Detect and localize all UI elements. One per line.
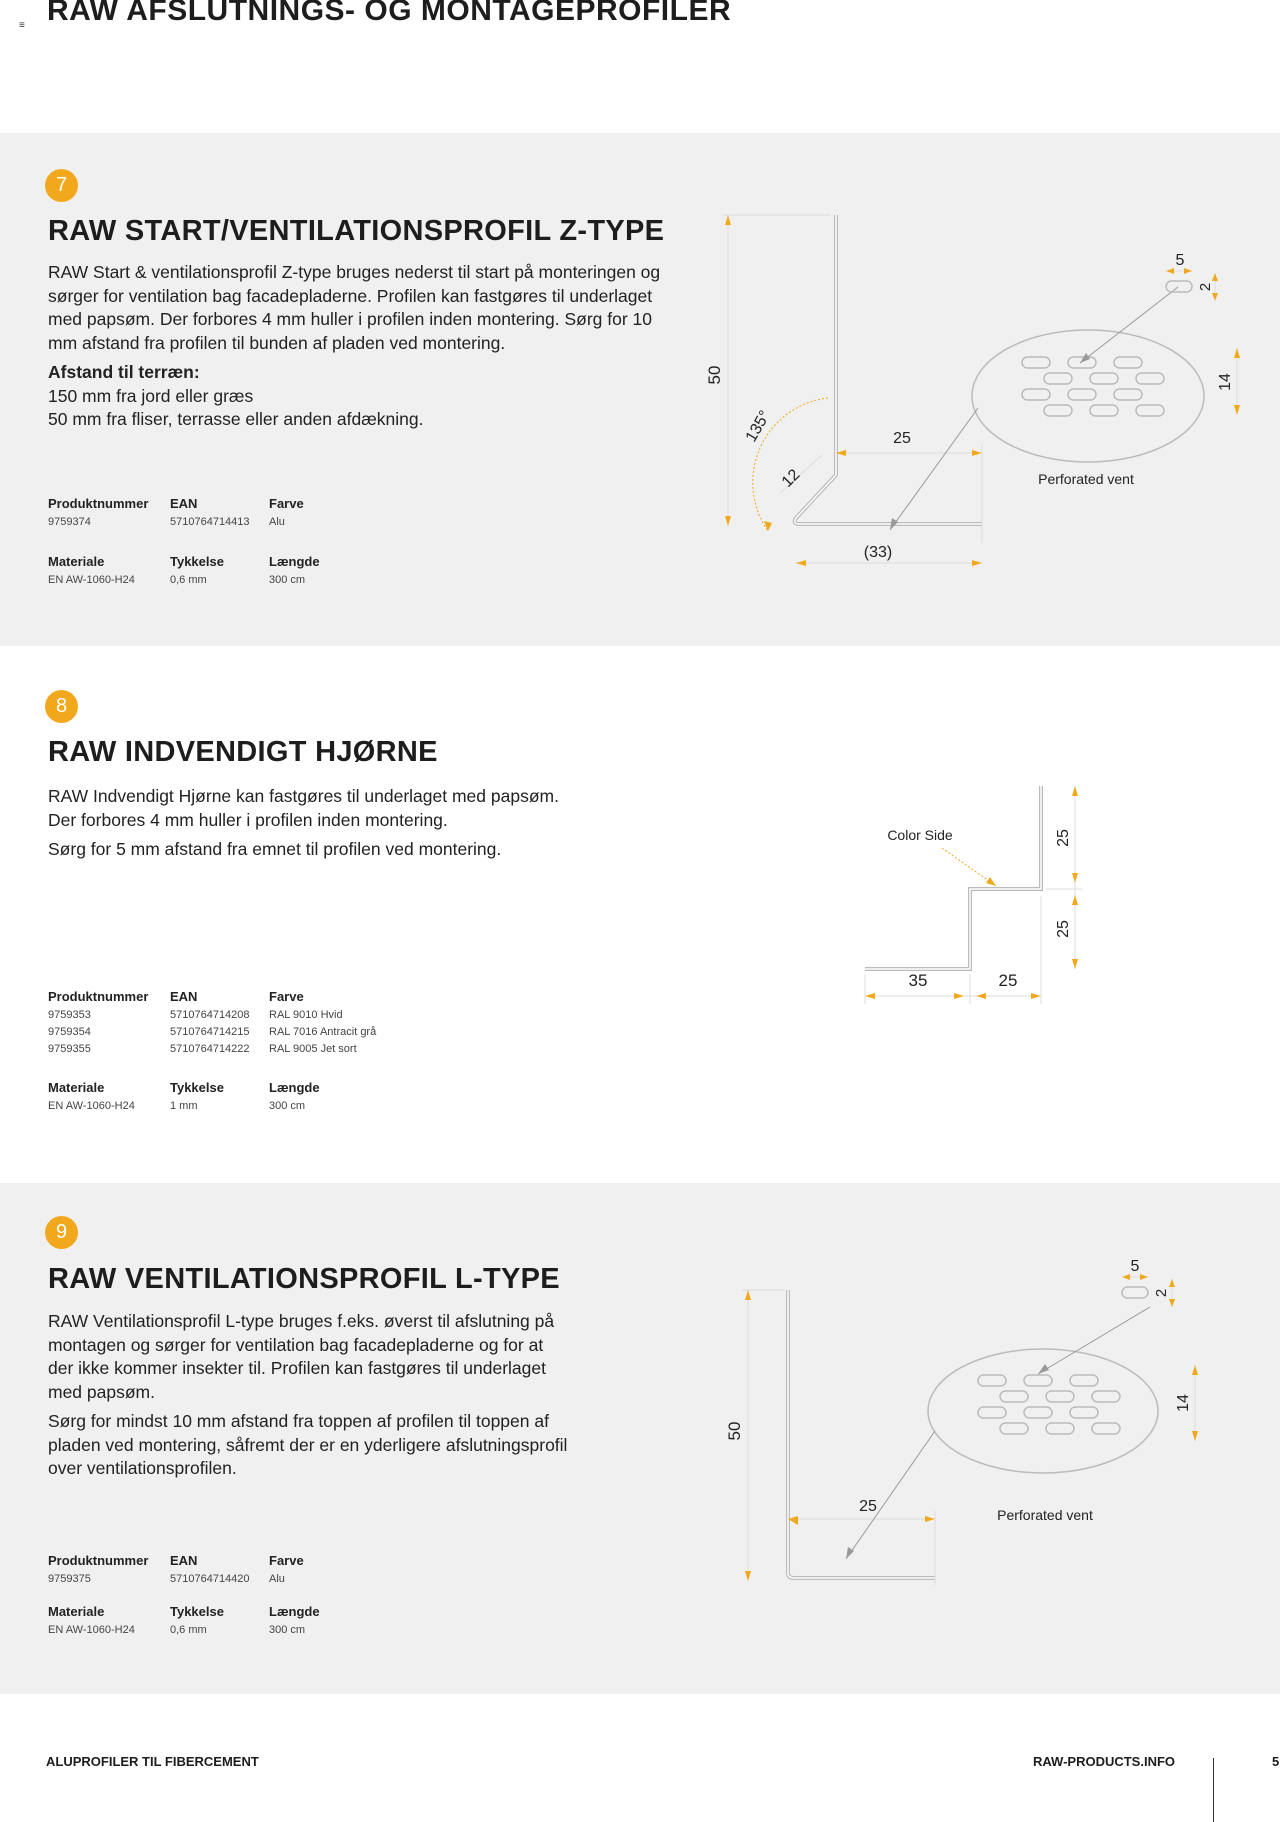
menu-icon[interactable]: ≡	[19, 20, 25, 31]
spec-header: Tykkelse	[170, 1604, 224, 1619]
dim-top: 25	[893, 430, 911, 447]
section-inner-corner	[0, 646, 1280, 1183]
footer-divider	[1213, 1758, 1214, 1822]
dim-upper: 25	[1055, 829, 1072, 847]
z-profile-diagram	[700, 193, 1260, 633]
section-description	[48, 261, 678, 432]
dim-vent-height: 14	[1217, 373, 1234, 391]
vent-detail	[972, 330, 1204, 462]
thickness-value: 0,6 mm	[170, 1624, 207, 1636]
vent-label: Perforated vent	[1038, 471, 1134, 487]
description-text: RAW Start & ventilationsprofil Z-type bruges nederst til start på monteringen og sørger for ventilation bag facadepladerne. Profilen kan fastgøres til underlaget med papsøm. Der forbores 4 mm huller i profilen inden montering. Sørg for 10 mm afstand fra profilen til bunden af pladen ved montering.	[48, 262, 661, 353]
spec-header: Tykkelse	[170, 1080, 224, 1095]
section-title: RAW INDVENDIGT HJØRNE	[48, 736, 438, 768]
length-value: 300 cm	[269, 1100, 306, 1112]
section-description	[48, 1310, 568, 1481]
dim-hole-length: 5	[1175, 252, 1185, 269]
spec-header: Materiale	[48, 1604, 105, 1619]
distance-line: 150 mm fra jord eller græs	[48, 385, 254, 406]
dim-hole-length: 5	[1130, 1258, 1140, 1275]
product-color: RAL 9005 Jet sort	[269, 1043, 357, 1055]
spec-header: Længde	[269, 1604, 320, 1619]
section-description	[48, 785, 568, 862]
inner-corner-diagram	[850, 786, 1110, 1016]
dim-slope: 12	[778, 466, 804, 491]
section-number-badge: 8	[45, 690, 78, 723]
dim-height: 50	[725, 1421, 744, 1441]
section-title: RAW START/VENTILATIONSPROFIL Z-TYPE	[48, 215, 665, 247]
dim-hole-height: 2	[1153, 1288, 1170, 1298]
color-side-label: Color Side	[887, 827, 953, 843]
vent-label: Perforated vent	[997, 1507, 1093, 1523]
dim-bottom: 25	[859, 1498, 877, 1515]
product-ean: 5710764714413	[170, 516, 250, 528]
spec-header: Længde	[269, 1080, 320, 1095]
spec-header: EAN	[170, 496, 198, 511]
footer-website[interactable]: RAW-PRODUCTS.INFO	[1033, 1754, 1176, 1769]
description-text: Sørg for mindst 10 mm afstand fra toppen af profilen til toppen af pladen ved montering, såfremt der er en yderligere afslutningsprofil over ventilationsprofilen.	[48, 1411, 568, 1478]
section-number-badge: 7	[45, 169, 78, 202]
product-number: 9759355	[48, 1043, 91, 1055]
description-text: RAW Ventilationsprofil L-type bruges f.eks. øverst til afslutning på montagen og sørger for ventilation bag facadepladerne og for at der ikke kommer insekter til. Profilen kan fastgøres til underlaget med papsøm.	[48, 1311, 555, 1402]
description-text: RAW Indvendigt Hjørne kan fastgøres til underlaget med papsøm. Der forbores 4 mm huller i profilen inden montering.	[48, 786, 559, 830]
product-color: Alu	[269, 1573, 285, 1585]
product-color: RAL 7016 Antracit grå	[269, 1026, 377, 1038]
spec-header: EAN	[170, 1553, 198, 1568]
section-title: RAW VENTILATIONSPROFIL L-TYPE	[48, 1263, 560, 1295]
spec-header: Materiale	[48, 1080, 105, 1095]
spec-header: EAN	[170, 989, 198, 1004]
product-ean: 5710764714420	[170, 1573, 250, 1585]
product-ean: 5710764714215	[170, 1026, 250, 1038]
spec-header: Produktnummer	[48, 496, 149, 511]
spec-header: Farve	[269, 496, 304, 511]
thickness-value: 1 mm	[170, 1100, 198, 1112]
dim-vent-height: 14	[1175, 1394, 1192, 1412]
product-color: Alu	[269, 516, 285, 528]
spec-header: Produktnummer	[48, 1553, 149, 1568]
spec-header: Tykkelse	[170, 554, 224, 569]
dim-lower: 25	[1055, 920, 1072, 938]
spec-header: Materiale	[48, 554, 105, 569]
l-profile-diagram	[720, 1258, 1240, 1683]
section-number-badge: 9	[45, 1216, 78, 1249]
product-number: 9759374	[48, 516, 91, 528]
dim-angle: 135°	[742, 407, 775, 445]
footer-left: ALUPROFILER TIL FIBERCEMENT	[46, 1754, 259, 1769]
dim-bottom: (33)	[863, 544, 893, 561]
vent-holes	[1022, 357, 1164, 416]
dim-left-width: 35	[908, 971, 928, 990]
dim-right-width: 25	[998, 971, 1018, 990]
vent-holes	[978, 1375, 1120, 1434]
page-number: 5	[1272, 1754, 1280, 1769]
product-number: 9759353	[48, 1009, 91, 1021]
length-value: 300 cm	[269, 574, 306, 586]
description-text: Sørg for 5 mm afstand fra emnet til profilen ved montering.	[48, 839, 502, 859]
product-number: 9759354	[48, 1026, 91, 1038]
spec-header: Farve	[269, 989, 304, 1004]
product-number: 9759375	[48, 1573, 91, 1585]
spec-header: Længde	[269, 554, 320, 569]
section-z-type	[0, 133, 1280, 646]
thickness-value: 0,6 mm	[170, 574, 207, 586]
spec-header: Produktnummer	[48, 989, 149, 1004]
material-value: EN AW-1060-H24	[48, 1100, 135, 1112]
material-value: EN AW-1060-H24	[48, 574, 135, 586]
dim-hole-height: 2	[1197, 282, 1214, 292]
page-title: RAW AFSLUTNINGS- OG MONTAGEPROFILER	[47, 0, 732, 27]
spec-header: Farve	[269, 1553, 304, 1568]
section-l-type	[0, 1183, 1280, 1694]
material-value: EN AW-1060-H24	[48, 1624, 135, 1636]
distance-line: 50 mm fra fliser, terrasse eller anden afdækning.	[48, 409, 424, 429]
dim-height: 50	[705, 365, 724, 385]
product-ean: 5710764714208	[170, 1009, 250, 1021]
product-color: RAL 9010 Hvid	[269, 1009, 343, 1021]
length-value: 300 cm	[269, 1624, 306, 1636]
distance-heading: Afstand til terræn:	[48, 362, 200, 382]
product-ean: 5710764714222	[170, 1043, 250, 1055]
